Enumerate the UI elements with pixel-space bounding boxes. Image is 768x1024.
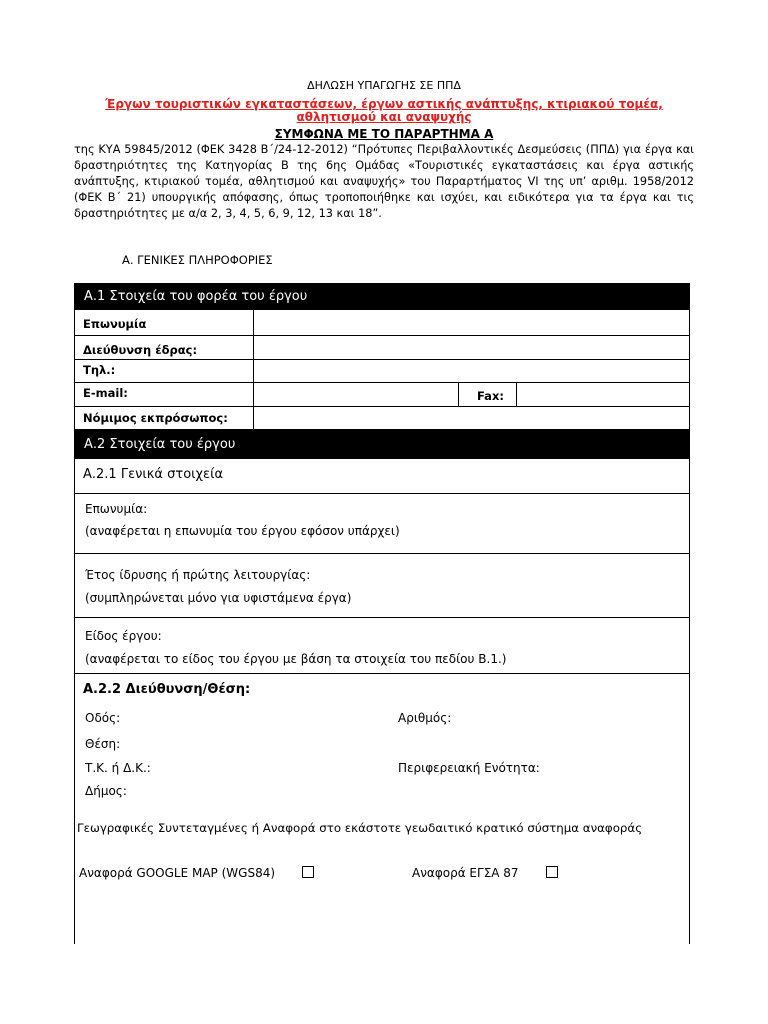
founding-year-label: Έτος ίδρυσης ή πρώτης λειτουργίας: [85, 568, 311, 582]
position-label[interactable]: Θέση: [85, 737, 121, 751]
representative-field[interactable] [254, 407, 689, 429]
address-label: Διεύθυνση έδρας: [83, 343, 198, 357]
email-label: E-mail: [83, 386, 128, 400]
postal-code-label[interactable]: Τ.Κ. ή Δ.Κ.: [85, 761, 151, 775]
email-field[interactable] [254, 383, 458, 406]
founding-year-hint: (συμπληρώνεται μόνο για υφιστάμενα έργα) [85, 591, 352, 605]
a2-title: Α.2 Στοιχεία του έργου [84, 437, 236, 452]
document-subtitle: Έργων τουριστικών εγκαταστάσεων, έργων αστικής ανάπτυξης, κτιριακού τομέα, αθλητισμού και αναψυχής [105, 97, 663, 124]
municipality-label[interactable]: Δήμος: [85, 784, 127, 798]
row-address [75, 336, 689, 360]
fax-field[interactable] [517, 383, 689, 406]
location-box [74, 674, 690, 944]
a1-title: Α.1 Στοιχεία του φορέα του έργου [84, 289, 308, 304]
a21-heading-box [74, 459, 690, 494]
phone-field[interactable] [254, 360, 689, 382]
a2-header-bar [74, 430, 690, 459]
project-name-label: Επωνυμία: [85, 502, 148, 516]
project-name-box[interactable] [74, 494, 690, 554]
annex-heading: ΣΥΜΦΩΝΑ ΜΕ ΤΟ ΠΑΡΑΡΤΗΜΑ Α [274, 127, 494, 141]
row-phone [75, 360, 689, 383]
google-map-label: Αναφορά GOOGLE MAP (WGS84) [79, 866, 276, 880]
representative-label: Νόμιμος εκπρόσωπος: [83, 411, 228, 425]
egsa87-checkbox[interactable] [546, 866, 558, 878]
regional-unit-label[interactable]: Περιφερειακή Ενότητα: [398, 761, 540, 775]
document-title: ΔΗΛΩΣΗ ΥΠΑΓΩΓΗΣ ΣΕ ΠΠΔ [307, 79, 461, 92]
row-name [75, 310, 689, 336]
section-a-heading: Α. ΓΕΝΙΚΕΣ ΠΛΗΡΟΦΟΡΙΕΣ [122, 253, 273, 267]
name-label: Επωνυμία [83, 317, 147, 331]
address-field[interactable] [254, 336, 689, 359]
a22-title: Α.2.2 Διεύθυνση/Θέση: [83, 682, 251, 697]
number-label[interactable]: Αριθμός: [398, 711, 452, 725]
egsa87-label: Αναφορά ΕΓΣΑ 87 [412, 866, 519, 880]
a1-header-bar [74, 283, 690, 310]
divider [458, 383, 459, 406]
project-type-hint: (αναφέρεται το είδος του έργου με βάση τα στοιχεία του πεδίου Β.1.) [85, 652, 507, 666]
project-type-label: Είδος έργου: [85, 629, 162, 643]
founding-year-box[interactable] [74, 554, 690, 618]
name-field[interactable] [254, 310, 689, 335]
project-type-box[interactable] [74, 618, 690, 674]
phone-label: Τηλ.: [83, 363, 116, 377]
row-email [75, 383, 689, 407]
a21-title: Α.2.1 Γενικά στοιχεία [83, 467, 224, 482]
a1-table [74, 310, 690, 430]
coordinates-label: Γεωγραφικές Συντεταγμένες ή Αναφορά στο εκάστοτε γεωδαιτικό κρατικό σύστημα αναφοράς [77, 821, 643, 835]
street-label[interactable]: Οδός: [85, 711, 121, 725]
fax-label: Fax: [477, 389, 504, 403]
google-map-checkbox[interactable] [302, 866, 314, 878]
intro-paragraph: της ΚΥΑ 59845/2012 (ΦΕΚ 3428 Β΄/24-12-2012) “Πρότυπες Περιβαλλοντικές Δεσμεύσεις (ΠΠΔ) για έργα και δραστηριότητες της Κατηγορίας Β της 6ης Ομάδας «Τουριστικές εγκαταστάσεις και έργα αστικής ανάπτυξης, κτιριακού τομέα, αθλητισμού και αναψυχής» του Παραρτήματος VI της υπ’ αριθμ. 1958/2012 (ΦΕΚ Β΄ 21) υπουργικής απόφασης, όπως τροποποιήθηκε και ισχύει, και ειδικότερα για τα έργα και τις δραστηριότητες με α/α 2, 3, 4, 5, 6, 9, 12, 13 και 18”. [74, 143, 694, 220]
project-name-hint: (αναφέρεται η επωνυμία του έργου εφόσον υπάρχει) [85, 524, 400, 538]
row-representative [75, 407, 689, 429]
